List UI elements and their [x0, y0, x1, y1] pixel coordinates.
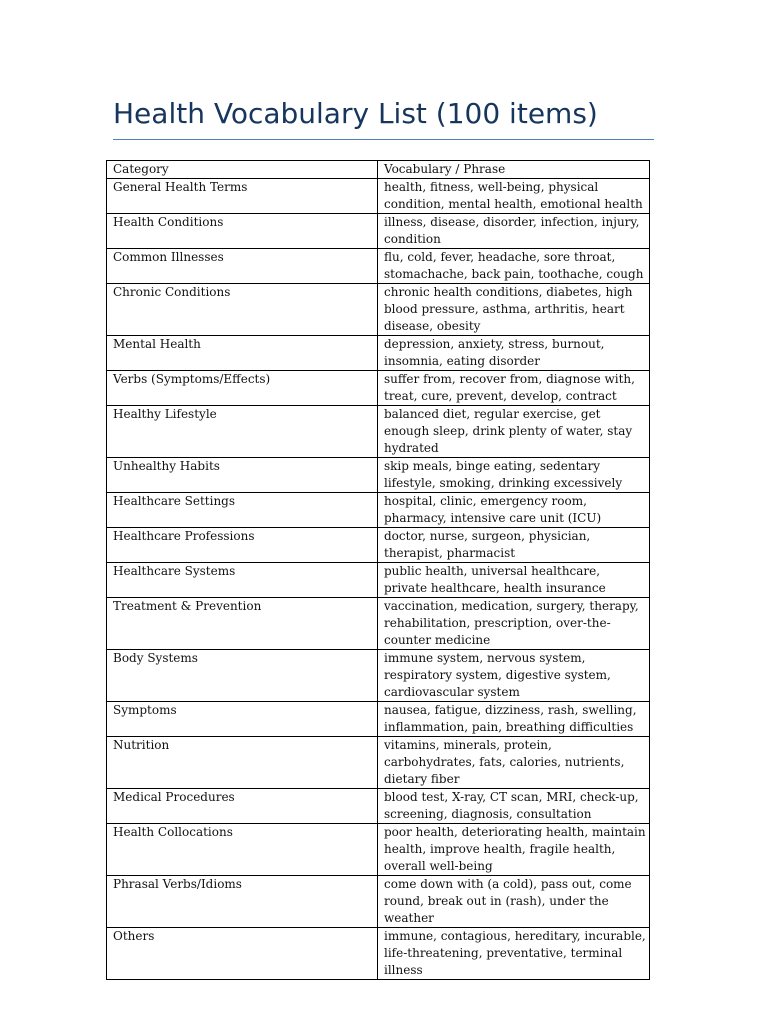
category-cell: Health Conditions	[107, 214, 378, 249]
vocabulary-cell: suffer from, recover from, diagnose with, treat, cure, prevent, develop, contract	[378, 371, 650, 406]
vocabulary-cell: skip meals, binge eating, sedentary lifestyle, smoking, drinking excessively	[378, 458, 650, 493]
column-header-vocabulary: Vocabulary / Phrase	[378, 161, 650, 179]
vocabulary-table-body	[107, 161, 650, 980]
category-cell: Others	[107, 928, 378, 980]
table-row	[107, 249, 650, 284]
category-cell: Nutrition	[107, 737, 378, 789]
vocabulary-cell: doctor, nurse, surgeon, physician, therapist, pharmacist	[378, 528, 650, 563]
vocabulary-cell: hospital, clinic, emergency room, pharmacy, intensive care unit (ICU)	[378, 493, 650, 528]
document-title: Health Vocabulary List (100 items)	[113, 97, 598, 130]
vocabulary-cell: public health, universal healthcare, private healthcare, health insurance	[378, 563, 650, 598]
table-row	[107, 493, 650, 528]
table-row	[107, 528, 650, 563]
vocabulary-cell: poor health, deteriorating health, maintain health, improve health, fragile health, overall well-being	[378, 824, 650, 876]
category-cell: Healthy Lifestyle	[107, 406, 378, 458]
table-row	[107, 179, 650, 214]
table-row	[107, 702, 650, 737]
vocabulary-cell: immune system, nervous system, respiratory system, digestive system, cardiovascular system	[378, 650, 650, 702]
table-row	[107, 214, 650, 249]
table-header-row	[107, 161, 650, 179]
table-row	[107, 789, 650, 824]
table-row	[107, 406, 650, 458]
category-cell: Medical Procedures	[107, 789, 378, 824]
vocabulary-table	[106, 160, 650, 980]
table-row	[107, 458, 650, 493]
category-cell: Verbs (Symptoms/Effects)	[107, 371, 378, 406]
table-row	[107, 737, 650, 789]
vocabulary-cell: balanced diet, regular exercise, get enough sleep, drink plenty of water, stay hydrated	[378, 406, 650, 458]
vocabulary-cell: vitamins, minerals, protein, carbohydrates, fats, calories, nutrients, dietary fiber	[378, 737, 650, 789]
vocabulary-cell: chronic health conditions, diabetes, high blood pressure, asthma, arthritis, heart disease, obesity	[378, 284, 650, 336]
table-row	[107, 336, 650, 371]
title-underline	[113, 139, 654, 140]
table-row	[107, 876, 650, 928]
category-cell: Healthcare Professions	[107, 528, 378, 563]
table-row	[107, 824, 650, 876]
vocabulary-cell: depression, anxiety, stress, burnout, insomnia, eating disorder	[378, 336, 650, 371]
category-cell: Common Illnesses	[107, 249, 378, 284]
vocabulary-cell: illness, disease, disorder, infection, injury, condition	[378, 214, 650, 249]
category-cell: Body Systems	[107, 650, 378, 702]
category-cell: Symptoms	[107, 702, 378, 737]
table-row	[107, 284, 650, 336]
table-row	[107, 371, 650, 406]
category-cell: Unhealthy Habits	[107, 458, 378, 493]
category-cell: Chronic Conditions	[107, 284, 378, 336]
vocabulary-cell: come down with (a cold), pass out, come round, break out in (rash), under the weather	[378, 876, 650, 928]
vocabulary-cell: immune, contagious, hereditary, incurable, life-threatening, preventative, terminal illness	[378, 928, 650, 980]
category-cell: Treatment & Prevention	[107, 598, 378, 650]
vocabulary-cell: vaccination, medication, surgery, therapy, rehabilitation, prescription, over-the-counter medicine	[378, 598, 650, 650]
table-row	[107, 928, 650, 980]
category-cell: Phrasal Verbs/Idioms	[107, 876, 378, 928]
category-cell: Healthcare Settings	[107, 493, 378, 528]
vocabulary-cell: health, fitness, well-being, physical condition, mental health, emotional health	[378, 179, 650, 214]
vocabulary-cell: nausea, fatigue, dizziness, rash, swelling, inflammation, pain, breathing difficulties	[378, 702, 650, 737]
category-cell: Healthcare Systems	[107, 563, 378, 598]
category-cell: Mental Health	[107, 336, 378, 371]
vocabulary-cell: flu, cold, fever, headache, sore throat, stomachache, back pain, toothache, cough	[378, 249, 650, 284]
vocabulary-cell: blood test, X-ray, CT scan, MRI, check-up, screening, diagnosis, consultation	[378, 789, 650, 824]
table-row	[107, 598, 650, 650]
column-header-category: Category	[107, 161, 378, 179]
category-cell: General Health Terms	[107, 179, 378, 214]
table-row	[107, 650, 650, 702]
table-row	[107, 563, 650, 598]
category-cell: Health Collocations	[107, 824, 378, 876]
